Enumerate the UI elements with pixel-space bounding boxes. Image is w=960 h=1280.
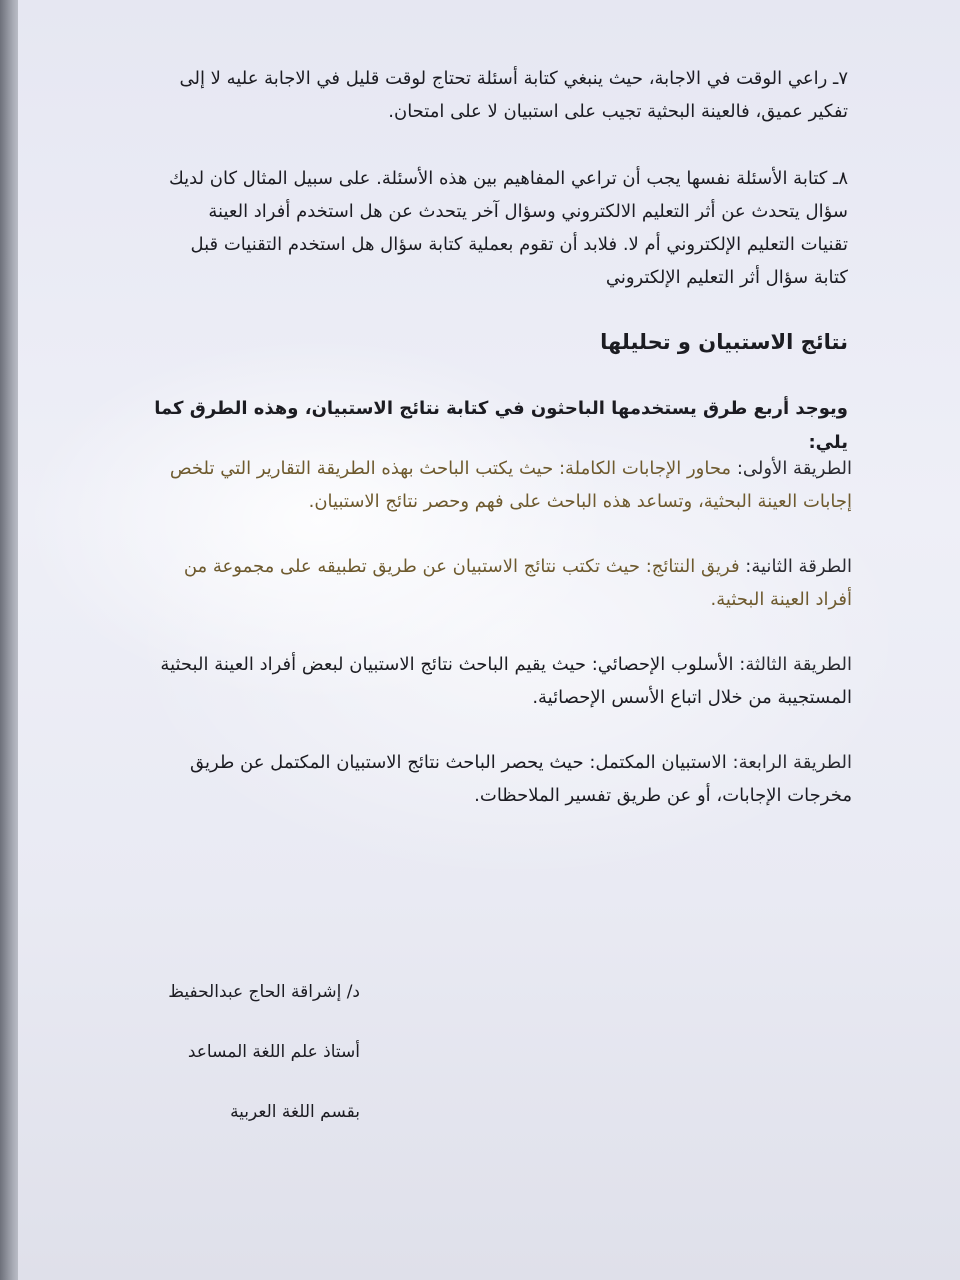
method-4-paragraph: [152, 746, 852, 812]
signature-title: أستاذ علم اللغة المساعد: [187, 1042, 360, 1062]
signature-department: بقسم اللغة العربية: [230, 1102, 360, 1122]
method-3-text: الأسلوب الإحصائي: حيث يقيم الباحث نتائج الاستبيان لبعض أفراد العينة البحثية المستجيبة من خلال اتباع الأسس الإحصائية.: [160, 654, 852, 708]
method-3-label: الطريقة الثالثة:: [739, 654, 852, 675]
method-2-paragraph: [152, 550, 852, 616]
section-intro: ويوجد أربع طرق يستخدمها الباحثون في كتابة نتائج الاستبيان، وهذه الطرق كما يلي:: [154, 398, 848, 453]
method-1-text: محاور الإجابات الكاملة: حيث يكتب الباحث بهذه الطريقة التقارير التي تلخص إجابات العينة البحثية، وتساعد هذه الباحث على فهم وحصر نتائج الاستبيان.: [169, 458, 852, 512]
point-7-paragraph: ٧ـ راعي الوقت في الاجابة، حيث ينبغي كتابة أسئلة تحتاج لوقت قليل في الاجابة عليه لا إلى تفكير عميق، فالعينة البحثية تجيب على استبيان لا على امتحان.: [179, 68, 848, 122]
method-3-paragraph: [152, 648, 852, 714]
signature-name: د/ إشراقة الحاج عبدالحفيظ: [168, 982, 360, 1002]
point-8-paragraph: ٨ـ كتابة الأسئلة نفسها يجب أن تراعي المفاهيم بين هذه الأسئلة. على سبيل المثال كان لديك سؤال يتحدث عن أثر التعليم الالكتروني وسؤال آخر يتحدث عن هل استخدم أفراد العينة تقنيات التعليم الإلكتروني أم لا. فلابد أن تقوم بعملية كتابة سؤال هل استخدم التقنيات قبل كتابة سؤال أثر التعليم الإلكتروني: [168, 168, 848, 288]
section-heading: نتائج الاستبيان و تحليلها: [600, 330, 848, 354]
method-4-text: الاستبيان المكتمل: حيث يحصر الباحث نتائج الاستبيان المكتمل عن طريق مخرجات الإجابات، أو عن طريق تفسير الملاحظات.: [190, 752, 852, 806]
method-2-text: فريق النتائج: حيث تكتب نتائج الاستبيان عن طريق تطبيقه على مجموعة من أفراد العينة البحثية.: [183, 556, 852, 610]
method-4-label: الطريقة الرابعة:: [732, 752, 852, 773]
method-1-paragraph: [152, 452, 852, 518]
method-1-label: الطريقة الأولى:: [736, 458, 852, 479]
method-2-label: الطرقة الثانية:: [745, 556, 852, 577]
document-page: [18, 0, 960, 1280]
